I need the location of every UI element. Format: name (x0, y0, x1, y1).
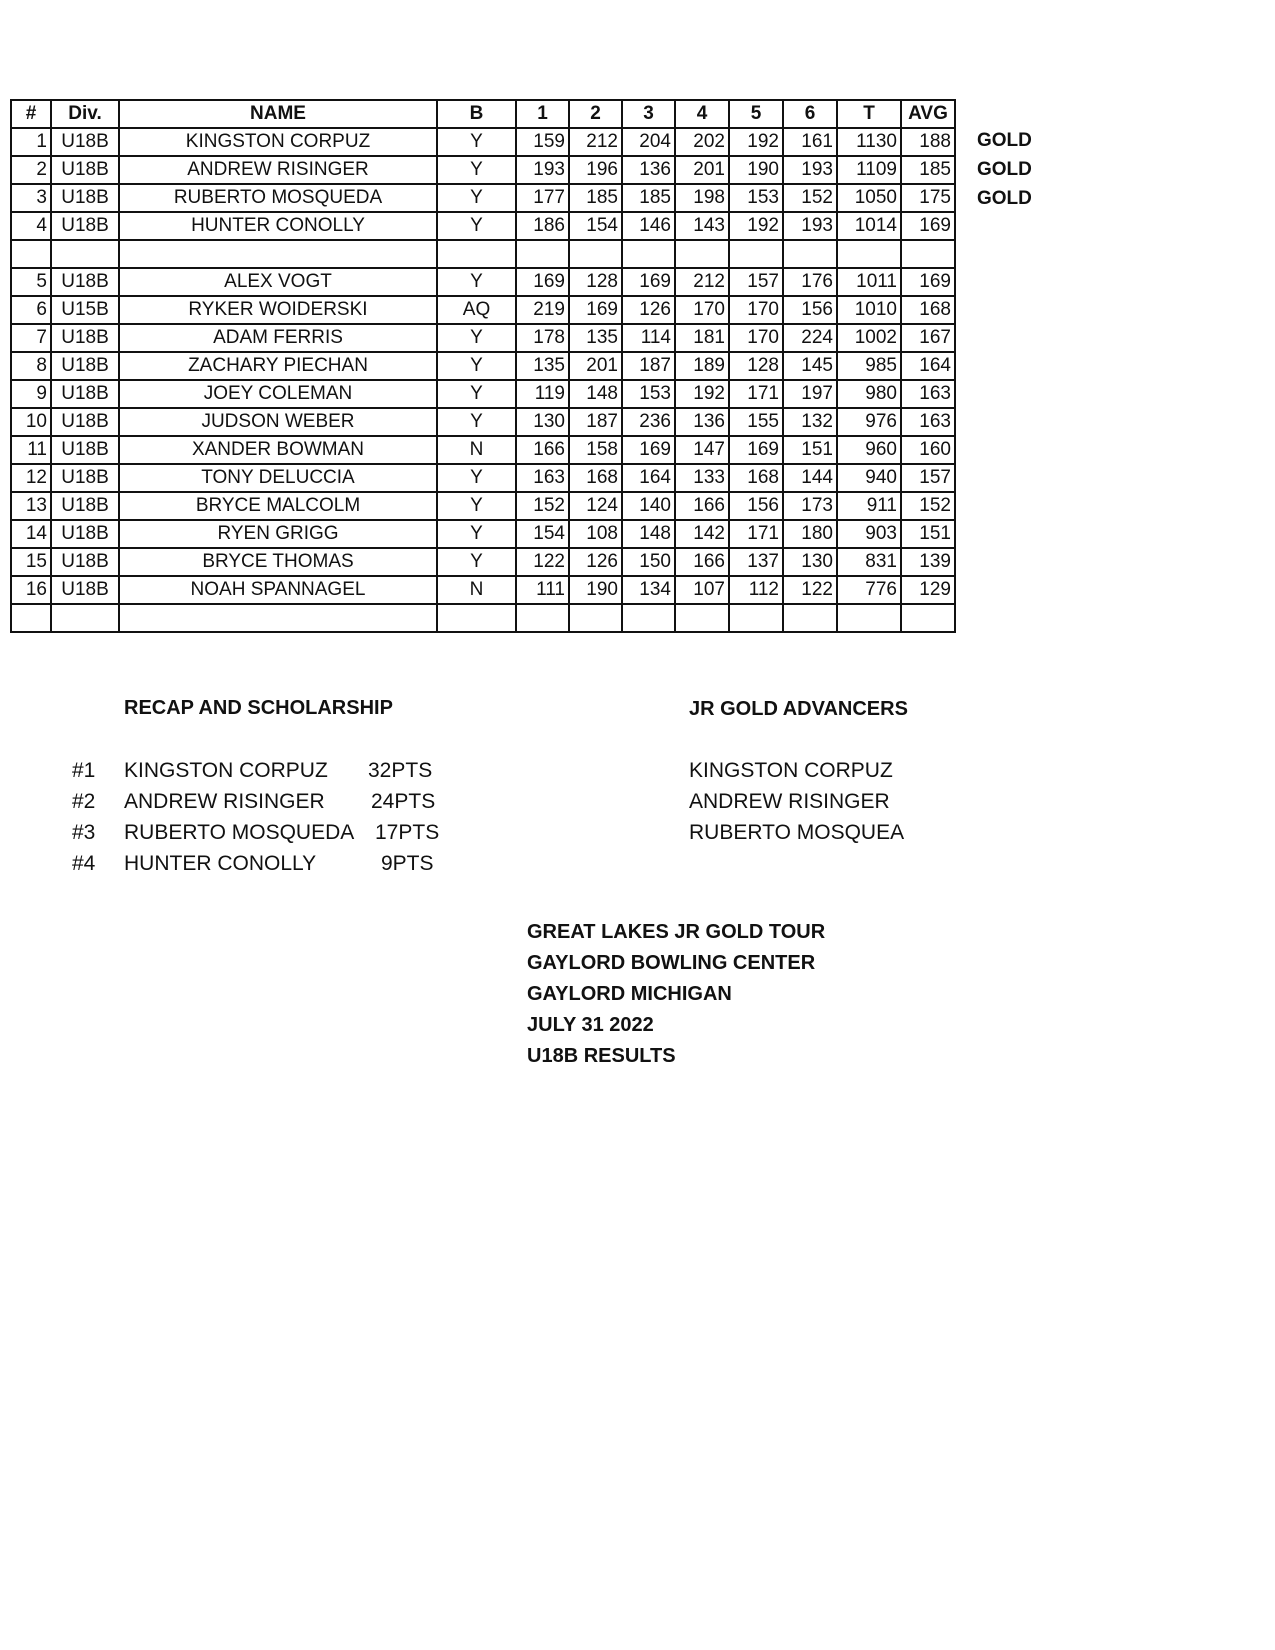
cell-game-3: 148 (622, 520, 675, 548)
cell-total: 903 (837, 520, 901, 548)
cell-game-4: 201 (675, 156, 729, 184)
cell-game-2: 148 (569, 380, 622, 408)
table-row (11, 520, 955, 548)
empty-cell (622, 240, 675, 268)
cell-div: U18B (51, 576, 119, 604)
cell-avg: 152 (901, 492, 955, 520)
cell-game-5: 128 (729, 352, 783, 380)
recap-name: HUNTER CONOLLY (124, 852, 317, 875)
cell-rank: 1 (11, 128, 51, 156)
cell-game-3: 164 (622, 464, 675, 492)
cell-game-1: 159 (516, 128, 569, 156)
cell-game-2: 212 (569, 128, 622, 156)
cell-rank: 3 (11, 184, 51, 212)
cell-game-1: 186 (516, 212, 569, 240)
table-row (11, 212, 955, 240)
cell-game-6: 193 (783, 212, 837, 240)
cell-total: 1050 (837, 184, 901, 212)
empty-cell (837, 604, 901, 632)
table-row (11, 324, 955, 352)
cell-game-4: 133 (675, 464, 729, 492)
cell-game-5: 156 (729, 492, 783, 520)
cell-game-3: 136 (622, 156, 675, 184)
cell-b: Y (437, 380, 516, 408)
empty-cell (516, 604, 569, 632)
cell-rank: 8 (11, 352, 51, 380)
results-table (10, 99, 956, 633)
cell-game-3: 114 (622, 324, 675, 352)
cell-game-5: 153 (729, 184, 783, 212)
cell-total: 1002 (837, 324, 901, 352)
advancer-name: ANDREW RISINGER (689, 790, 890, 813)
cell-game-4: 170 (675, 296, 729, 324)
table-row (11, 352, 955, 380)
cell-rank: 14 (11, 520, 51, 548)
cell-rank: 9 (11, 380, 51, 408)
cell-game-2: 128 (569, 268, 622, 296)
venue-location: GAYLORD MICHIGAN (527, 983, 732, 1005)
cell-div: U18B (51, 324, 119, 352)
cell-rank: 15 (11, 548, 51, 576)
cell-rank: 6 (11, 296, 51, 324)
cell-div: U18B (51, 352, 119, 380)
recap-points: 32PTS (368, 759, 433, 782)
empty-cell (901, 240, 955, 268)
cell-div: U18B (51, 548, 119, 576)
cell-rank: 4 (11, 212, 51, 240)
cell-game-2: 185 (569, 184, 622, 212)
cell-game-2: 135 (569, 324, 622, 352)
cell-b: Y (437, 324, 516, 352)
cell-game-3: 140 (622, 492, 675, 520)
cell-avg: 129 (901, 576, 955, 604)
cell-b: N (437, 436, 516, 464)
cell-rank: 13 (11, 492, 51, 520)
recap-rank: #3 (72, 821, 96, 844)
cell-avg: 157 (901, 464, 955, 492)
header-row (11, 100, 955, 128)
cell-game-6: 176 (783, 268, 837, 296)
cell-game-2: 201 (569, 352, 622, 380)
cell-rank: 7 (11, 324, 51, 352)
header-rank: # (11, 100, 51, 128)
table-row (11, 492, 955, 520)
cell-total: 1109 (837, 156, 901, 184)
gold-label-2: GOLD (977, 159, 1032, 180)
cell-b: Y (437, 212, 516, 240)
cell-game-5: 169 (729, 436, 783, 464)
cell-game-1: 169 (516, 268, 569, 296)
cell-game-6: 224 (783, 324, 837, 352)
empty-cell (901, 604, 955, 632)
cell-div: U15B (51, 296, 119, 324)
advancer-name: KINGSTON CORPUZ (689, 759, 893, 782)
cell-div: U18B (51, 492, 119, 520)
header-game-3: 3 (622, 100, 675, 128)
cell-game-6: 152 (783, 184, 837, 212)
table-row (11, 184, 955, 212)
cell-b: Y (437, 464, 516, 492)
cell-game-5: 157 (729, 268, 783, 296)
cell-game-5: 192 (729, 212, 783, 240)
cell-game-1: 177 (516, 184, 569, 212)
cell-game-1: 119 (516, 380, 569, 408)
cell-game-6: 122 (783, 576, 837, 604)
cell-div: U18B (51, 408, 119, 436)
cell-avg: 139 (901, 548, 955, 576)
recap-name: RUBERTO MOSQUEDA (124, 821, 355, 844)
empty-cell (783, 604, 837, 632)
cell-game-1: 130 (516, 408, 569, 436)
cell-total: 1011 (837, 268, 901, 296)
empty-cell (837, 240, 901, 268)
cell-avg: 163 (901, 380, 955, 408)
cell-game-2: 190 (569, 576, 622, 604)
cell-game-4: 189 (675, 352, 729, 380)
cell-game-1: 166 (516, 436, 569, 464)
cell-rank: 5 (11, 268, 51, 296)
cell-game-5: 190 (729, 156, 783, 184)
cell-game-6: 145 (783, 352, 837, 380)
cell-game-5: 137 (729, 548, 783, 576)
recap-points: 24PTS (371, 790, 436, 813)
cell-game-6: 156 (783, 296, 837, 324)
cell-game-1: 152 (516, 492, 569, 520)
cell-game-5: 192 (729, 128, 783, 156)
cell-avg: 160 (901, 436, 955, 464)
cell-game-3: 150 (622, 548, 675, 576)
empty-cell (51, 604, 119, 632)
recap-name: KINGSTON CORPUZ (124, 759, 328, 782)
table-row (11, 380, 955, 408)
empty-cell (622, 604, 675, 632)
cell-b: Y (437, 352, 516, 380)
empty-cell (516, 240, 569, 268)
empty-cell (119, 240, 437, 268)
cell-rank: 16 (11, 576, 51, 604)
cell-b: Y (437, 492, 516, 520)
cell-avg: 151 (901, 520, 955, 548)
cell-b: Y (437, 548, 516, 576)
cell-div: U18B (51, 184, 119, 212)
cell-game-6: 197 (783, 380, 837, 408)
blank-row (11, 240, 955, 268)
header-div: Div. (51, 100, 119, 128)
cell-game-4: 192 (675, 380, 729, 408)
cell-game-4: 147 (675, 436, 729, 464)
cell-game-4: 212 (675, 268, 729, 296)
cell-game-6: 130 (783, 548, 837, 576)
cell-name: RYKER WOIDERSKI (119, 296, 437, 324)
cell-game-6: 161 (783, 128, 837, 156)
cell-total: 980 (837, 380, 901, 408)
cell-game-5: 155 (729, 408, 783, 436)
cell-game-1: 163 (516, 464, 569, 492)
cell-name: ANDREW RISINGER (119, 156, 437, 184)
cell-game-3: 134 (622, 576, 675, 604)
recap-heading: RECAP AND SCHOLARSHIP (124, 697, 393, 719)
cell-avg: 163 (901, 408, 955, 436)
cell-game-4: 166 (675, 548, 729, 576)
table-row (11, 296, 955, 324)
table-row (11, 576, 955, 604)
advancers-heading: JR GOLD ADVANCERS (689, 698, 908, 720)
empty-cell (11, 604, 51, 632)
cell-name: JUDSON WEBER (119, 408, 437, 436)
cell-game-5: 171 (729, 380, 783, 408)
recap-rank: #2 (72, 790, 96, 813)
cell-div: U18B (51, 436, 119, 464)
tour-name: GREAT LAKES JR GOLD TOUR (527, 921, 826, 943)
cell-name: BRYCE MALCOLM (119, 492, 437, 520)
cell-game-4: 136 (675, 408, 729, 436)
cell-total: 831 (837, 548, 901, 576)
cell-name: ADAM FERRIS (119, 324, 437, 352)
cell-b: AQ (437, 296, 516, 324)
cell-name: TONY DELUCCIA (119, 464, 437, 492)
cell-game-3: 204 (622, 128, 675, 156)
cell-game-6: 173 (783, 492, 837, 520)
cell-game-2: 169 (569, 296, 622, 324)
cell-game-2: 126 (569, 548, 622, 576)
recap-name: ANDREW RISINGER (124, 790, 325, 813)
advancer-name: RUBERTO MOSQUEA (689, 821, 905, 844)
gold-label-1: GOLD (977, 130, 1032, 151)
cell-game-6: 144 (783, 464, 837, 492)
table-row (11, 156, 955, 184)
cell-game-4: 181 (675, 324, 729, 352)
table-row (11, 268, 955, 296)
cell-game-3: 153 (622, 380, 675, 408)
cell-game-6: 151 (783, 436, 837, 464)
cell-game-2: 158 (569, 436, 622, 464)
cell-game-2: 168 (569, 464, 622, 492)
table-row (11, 548, 955, 576)
cell-game-1: 122 (516, 548, 569, 576)
gold-label-3: GOLD (977, 188, 1032, 209)
cell-total: 1014 (837, 212, 901, 240)
cell-game-1: 178 (516, 324, 569, 352)
cell-game-6: 193 (783, 156, 837, 184)
table-row (11, 408, 955, 436)
cell-rank: 2 (11, 156, 51, 184)
cell-name: RUBERTO MOSQUEDA (119, 184, 437, 212)
cell-game-4: 166 (675, 492, 729, 520)
event-date: JULY 31 2022 (527, 1014, 654, 1036)
cell-div: U18B (51, 128, 119, 156)
cell-game-4: 142 (675, 520, 729, 548)
cell-b: Y (437, 128, 516, 156)
cell-game-3: 236 (622, 408, 675, 436)
table-row (11, 436, 955, 464)
cell-game-5: 171 (729, 520, 783, 548)
cell-game-6: 180 (783, 520, 837, 548)
header-game-1: 1 (516, 100, 569, 128)
table-row (11, 464, 955, 492)
cell-game-2: 108 (569, 520, 622, 548)
empty-cell (437, 604, 516, 632)
empty-cell (119, 604, 437, 632)
cell-name: ZACHARY PIECHAN (119, 352, 437, 380)
cell-game-3: 146 (622, 212, 675, 240)
empty-cell (783, 240, 837, 268)
cell-game-3: 185 (622, 184, 675, 212)
empty-cell (569, 240, 622, 268)
cell-total: 960 (837, 436, 901, 464)
cell-avg: 175 (901, 184, 955, 212)
cell-div: U18B (51, 156, 119, 184)
cell-game-1: 193 (516, 156, 569, 184)
header-game-6: 6 (783, 100, 837, 128)
cell-game-3: 169 (622, 436, 675, 464)
cell-rank: 10 (11, 408, 51, 436)
cell-b: Y (437, 184, 516, 212)
cell-b: Y (437, 156, 516, 184)
header-b: B (437, 100, 516, 128)
cell-game-5: 170 (729, 324, 783, 352)
empty-cell (51, 240, 119, 268)
cell-total: 985 (837, 352, 901, 380)
cell-total: 1010 (837, 296, 901, 324)
cell-game-2: 187 (569, 408, 622, 436)
cell-div: U18B (51, 464, 119, 492)
cell-avg: 169 (901, 268, 955, 296)
recap-points: 17PTS (375, 821, 440, 844)
header-game-2: 2 (569, 100, 622, 128)
cell-avg: 164 (901, 352, 955, 380)
cell-div: U18B (51, 380, 119, 408)
empty-cell (729, 240, 783, 268)
cell-game-5: 170 (729, 296, 783, 324)
cell-name: BRYCE THOMAS (119, 548, 437, 576)
cell-name: RYEN GRIGG (119, 520, 437, 548)
blank-row (11, 604, 955, 632)
cell-game-1: 154 (516, 520, 569, 548)
cell-total: 976 (837, 408, 901, 436)
header-total: T (837, 100, 901, 128)
cell-total: 1130 (837, 128, 901, 156)
empty-cell (675, 604, 729, 632)
cell-div: U18B (51, 268, 119, 296)
cell-total: 940 (837, 464, 901, 492)
recap-rank: #1 (72, 759, 96, 782)
cell-total: 911 (837, 492, 901, 520)
cell-game-2: 196 (569, 156, 622, 184)
cell-avg: 169 (901, 212, 955, 240)
empty-cell (675, 240, 729, 268)
cell-rank: 11 (11, 436, 51, 464)
empty-cell (729, 604, 783, 632)
cell-rank: 12 (11, 464, 51, 492)
cell-div: U18B (51, 520, 119, 548)
cell-b: Y (437, 520, 516, 548)
header-game-5: 5 (729, 100, 783, 128)
cell-name: XANDER BOWMAN (119, 436, 437, 464)
recap-rank: #4 (72, 852, 96, 875)
empty-cell (11, 240, 51, 268)
header-name: NAME (119, 100, 437, 128)
cell-avg: 167 (901, 324, 955, 352)
cell-avg: 188 (901, 128, 955, 156)
cell-game-2: 124 (569, 492, 622, 520)
cell-name: NOAH SPANNAGEL (119, 576, 437, 604)
cell-game-4: 143 (675, 212, 729, 240)
cell-game-3: 187 (622, 352, 675, 380)
cell-avg: 168 (901, 296, 955, 324)
cell-name: KINGSTON CORPUZ (119, 128, 437, 156)
cell-name: JOEY COLEMAN (119, 380, 437, 408)
cell-game-3: 126 (622, 296, 675, 324)
cell-game-4: 107 (675, 576, 729, 604)
header-game-4: 4 (675, 100, 729, 128)
cell-b: N (437, 576, 516, 604)
cell-game-3: 169 (622, 268, 675, 296)
cell-game-5: 168 (729, 464, 783, 492)
cell-div: U18B (51, 212, 119, 240)
cell-total: 776 (837, 576, 901, 604)
table-row (11, 128, 955, 156)
cell-name: ALEX VOGT (119, 268, 437, 296)
cell-game-5: 112 (729, 576, 783, 604)
cell-game-1: 111 (516, 576, 569, 604)
venue-name: GAYLORD BOWLING CENTER (527, 952, 816, 974)
cell-b: Y (437, 268, 516, 296)
empty-cell (569, 604, 622, 632)
cell-avg: 185 (901, 156, 955, 184)
recap-points: 9PTS (381, 852, 434, 875)
cell-game-6: 132 (783, 408, 837, 436)
results-title: U18B RESULTS (527, 1045, 676, 1067)
cell-game-1: 135 (516, 352, 569, 380)
cell-game-4: 198 (675, 184, 729, 212)
header-avg: AVG (901, 100, 955, 128)
cell-game-4: 202 (675, 128, 729, 156)
empty-cell (437, 240, 516, 268)
cell-game-1: 219 (516, 296, 569, 324)
cell-game-2: 154 (569, 212, 622, 240)
cell-b: Y (437, 408, 516, 436)
cell-name: HUNTER CONOLLY (119, 212, 437, 240)
